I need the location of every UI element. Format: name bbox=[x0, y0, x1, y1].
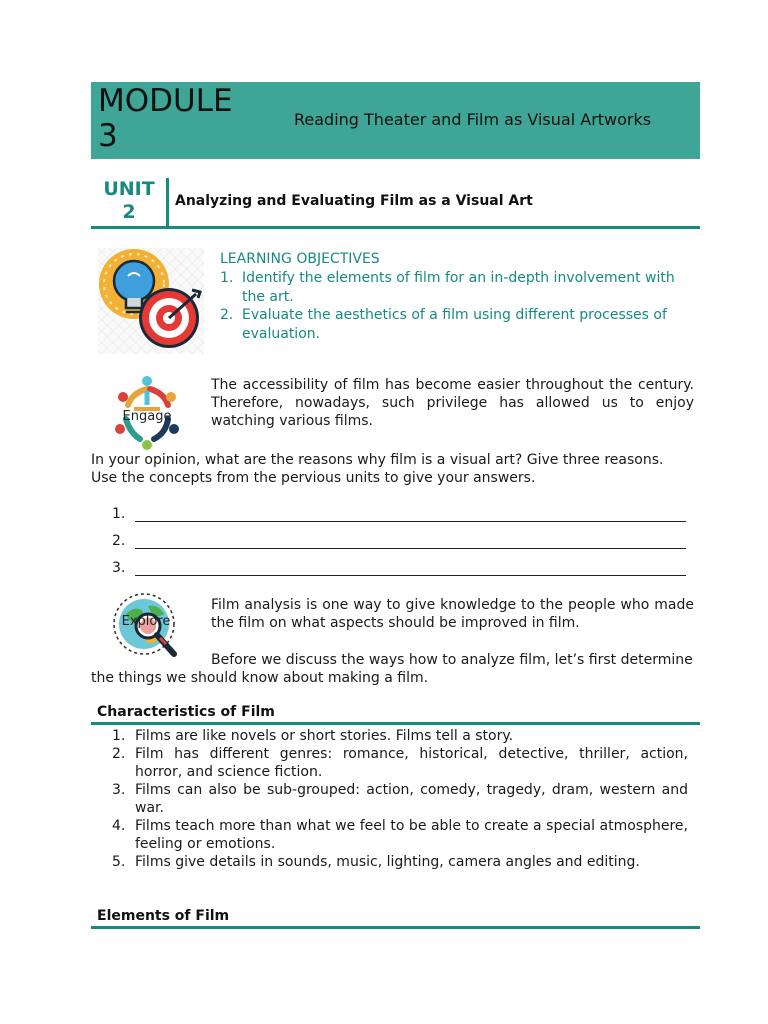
list-item bbox=[112, 817, 688, 853]
explore-label: Explore bbox=[121, 614, 171, 629]
objective-number: 2. bbox=[220, 307, 234, 323]
answer-blank[interactable] bbox=[135, 575, 686, 576]
elements-rule bbox=[91, 926, 700, 929]
explore-paragraph-2 bbox=[91, 651, 694, 687]
unit-rule bbox=[91, 226, 700, 229]
list-item bbox=[112, 853, 688, 871]
unit-divider bbox=[166, 178, 169, 226]
unit-title: Analyzing and Evaluating Film as a Visual Art bbox=[175, 193, 533, 209]
question-prompt: In your opinion, what are the reasons why film is a visual art? Give three reasons. Use the concepts from the pervious units to give your answers. bbox=[91, 452, 664, 487]
objective-text: Evaluate the aesthetics of a film using different processes of evaluation. bbox=[242, 307, 667, 342]
list-item-number: 4. bbox=[112, 818, 126, 834]
list-item-text: Films can also be sub-grouped: action, comedy, tragedy, dram, western and war. bbox=[135, 782, 688, 816]
unit-label: UNIT 2 bbox=[103, 178, 155, 223]
list-item-number: 3. bbox=[112, 782, 126, 798]
lightbulb-target-icon bbox=[96, 246, 206, 356]
engage-paragraph: The accessibility of film has become easier throughout the century. Therefore, nowadays, such privilege has allowed us to enjoy watching various films. bbox=[211, 377, 694, 430]
module-subtitle: Reading Theater and Film as Visual Artworks bbox=[294, 110, 652, 129]
module-title: MODULE 3 bbox=[98, 83, 233, 154]
answer-blank[interactable] bbox=[135, 548, 686, 549]
list-item bbox=[112, 781, 688, 817]
objectives-list bbox=[220, 269, 690, 343]
list-item bbox=[112, 727, 688, 745]
list-item-text: Films give details in sounds, music, lighting, camera angles and editing. bbox=[135, 854, 640, 870]
characteristics-heading: Characteristics of Film bbox=[97, 704, 275, 720]
answer-number: 1. bbox=[112, 506, 126, 522]
list-item-text: Film has different genres: romance, historical, detective, thriller, action, horror, and science fiction. bbox=[135, 746, 688, 780]
list-item-number: 2. bbox=[112, 746, 126, 762]
answer-blank[interactable] bbox=[135, 521, 686, 522]
explore-paragraph-2-text: Before we discuss the ways how to analyze film, let’s first determine the things we should know about making a film. bbox=[91, 652, 693, 687]
list-item-number: 1. bbox=[112, 728, 126, 744]
objective-item bbox=[220, 306, 690, 343]
list-item-number: 5. bbox=[112, 854, 126, 870]
list-item-text: Films are like novels or short stories. Films tell a story. bbox=[135, 728, 514, 744]
answer-number: 3. bbox=[112, 560, 126, 576]
objective-item bbox=[220, 269, 690, 306]
elements-heading: Elements of Film bbox=[97, 908, 230, 924]
objectives-heading: LEARNING OBJECTIVES bbox=[220, 251, 380, 267]
explore-paragraph: Film analysis is one way to give knowledge to the people who made the film on what aspects should be improved in film. bbox=[211, 597, 694, 632]
objective-text: Identify the elements of film for an in-depth involvement with the art. bbox=[242, 270, 675, 305]
module-banner bbox=[91, 82, 700, 159]
engage-label: Engage bbox=[122, 409, 172, 424]
objective-number: 1. bbox=[220, 270, 234, 286]
characteristics-rule bbox=[91, 722, 700, 725]
characteristics-list bbox=[112, 727, 688, 871]
list-item-text: Films teach more than what we feel to be able to create a special atmosphere, feeling or emotions. bbox=[135, 818, 688, 852]
answer-number: 2. bbox=[112, 533, 126, 549]
list-item bbox=[112, 745, 688, 781]
